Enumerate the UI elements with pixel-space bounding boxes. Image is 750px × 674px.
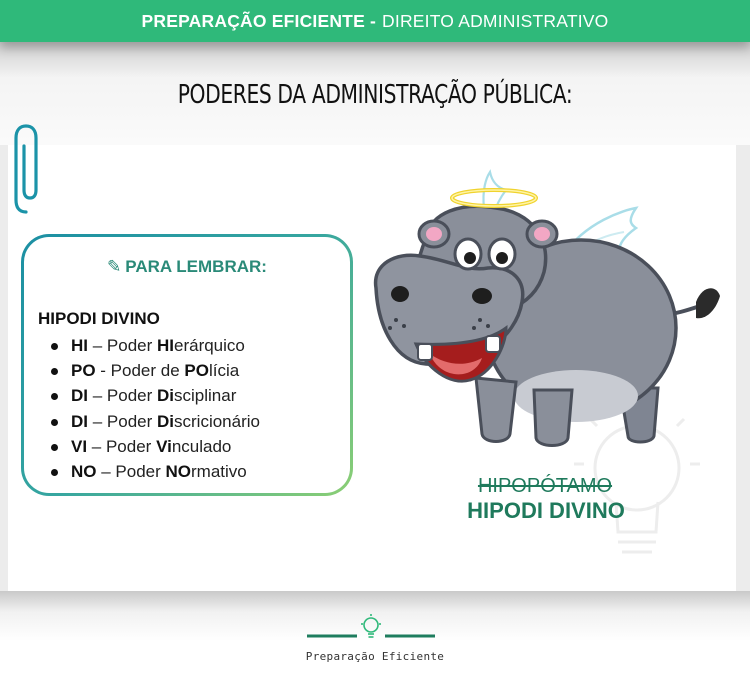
- list-item: DI – Poder Disciplinar: [38, 383, 260, 408]
- page-title: PODERES DA ADMINISTRAÇÃO PÚBLICA:: [177, 80, 573, 110]
- footer-brand: Preparação Eficiente: [305, 650, 445, 663]
- list-item: NO – Poder NOrmativo: [38, 459, 260, 484]
- crossed-out-word: HIPOPÓTAMO: [477, 475, 613, 497]
- powers-list: [38, 333, 260, 484]
- mnemonic-title: HIPODI DIVINO: [38, 309, 160, 328]
- list-item: DI – Poder Discricionário: [38, 409, 260, 434]
- list-item: PO - Poder de POlícia: [38, 358, 260, 383]
- pencil-icon: ✎: [107, 257, 122, 276]
- header-bar: [0, 0, 750, 42]
- list-item: VI – Poder Vinculado: [38, 434, 260, 459]
- remember-heading: ✎ PARA LEMBRAR:: [107, 257, 267, 276]
- list-item: HI – Poder HIerárquico: [38, 333, 260, 358]
- paperclip-icon: [13, 124, 39, 214]
- angel-hippo-illustration: [366, 168, 726, 468]
- header-subject: DIREITO ADMINISTRATIVO: [382, 10, 609, 31]
- remember-box: [21, 234, 353, 496]
- header-brand: PREPARAÇÃO EFICIENTE -: [141, 10, 377, 31]
- answer-word: HIPODI DIVINO: [467, 498, 625, 523]
- lightbulb-icon: [305, 614, 437, 642]
